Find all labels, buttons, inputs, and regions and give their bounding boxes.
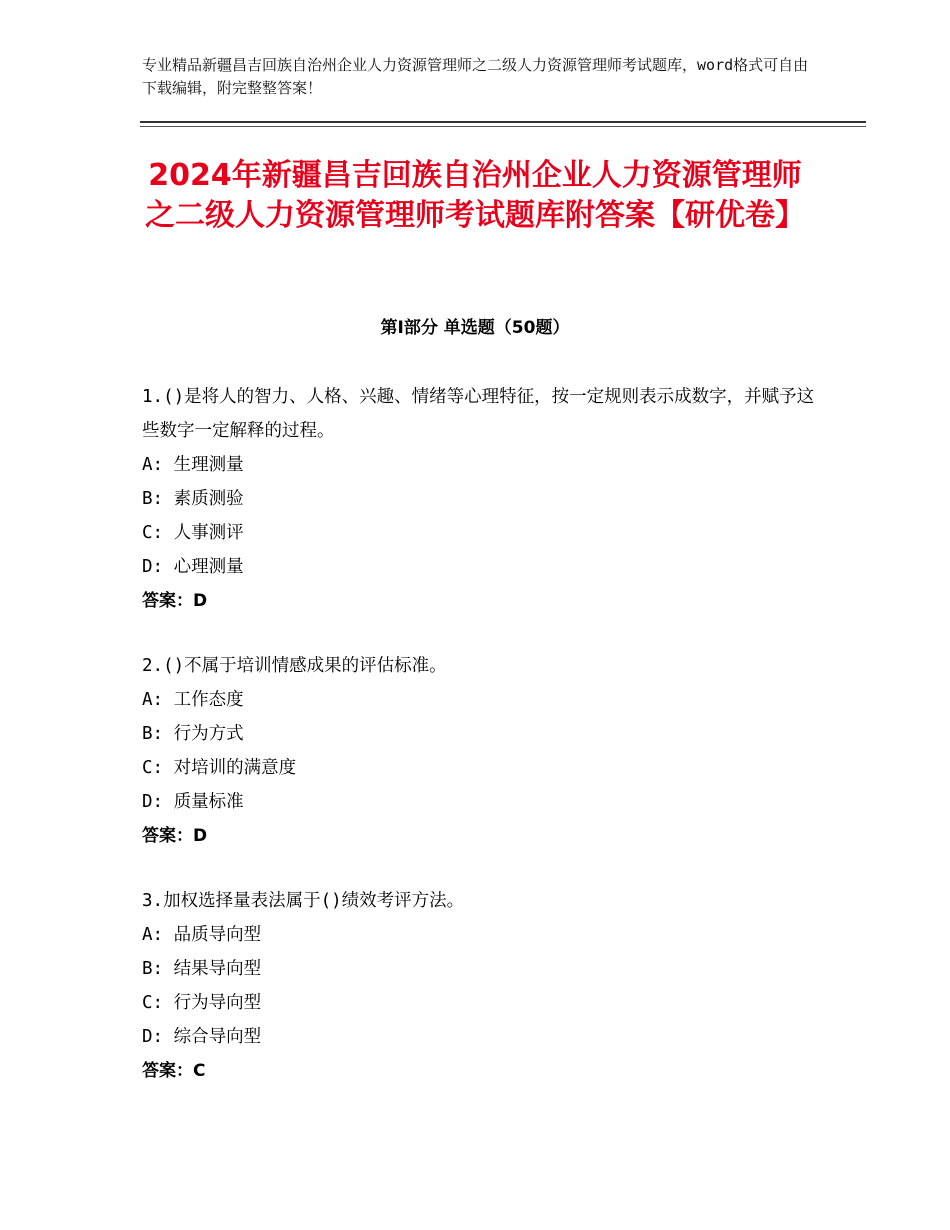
option-d: D: 质量标准	[142, 792, 244, 812]
option-d: D: 心理测量	[142, 557, 244, 577]
option-a: A: 品质导向型	[142, 925, 262, 945]
option-c: C: 行为导向型	[142, 993, 262, 1013]
header-note: 专业精品新疆昌吉回族自治州企业人力资源管理师之二级人力资源管理师考试题库，word格式可自由下载编辑，附完整整答案！	[142, 56, 809, 97]
option-b: B: 素质测验	[142, 489, 244, 509]
question-stem: 3.加权选择量表法属于()绩效考评方法。	[142, 891, 465, 911]
question-stem: 2.()不属于培训情感成果的评估标准。	[142, 656, 447, 676]
question-1	[142, 380, 822, 618]
answer: 答案：D	[142, 591, 208, 611]
option-d: D: 综合导向型	[142, 1027, 262, 1047]
answer: 答案：C	[142, 1061, 206, 1081]
option-a: A: 工作态度	[142, 690, 244, 710]
option-c: C: 对培训的满意度	[142, 758, 297, 778]
option-b: B: 行为方式	[142, 724, 244, 744]
section-heading: 第Ⅰ部分 单选题（50题）	[380, 318, 570, 338]
answer: 答案：D	[142, 826, 208, 846]
document-title: 2024年新疆昌吉回族自治州企业人力资源管理师之二级人力资源管理师考试题库附答案【研优卷】	[145, 158, 805, 233]
header-rule-thick	[140, 121, 866, 123]
question-list	[142, 380, 822, 1119]
option-c: C: 人事测评	[142, 523, 244, 543]
question-3	[142, 884, 822, 1088]
question-stem: 1.()是将人的智力、人格、兴趣、情绪等心理特征，按一定规则表示成数字，并赋予这些数字一定解释的过程。	[142, 387, 815, 441]
question-2	[142, 649, 822, 853]
option-a: A: 生理测量	[142, 455, 244, 475]
option-b: B: 结果导向型	[142, 959, 262, 979]
header-rule-thin	[140, 126, 866, 127]
